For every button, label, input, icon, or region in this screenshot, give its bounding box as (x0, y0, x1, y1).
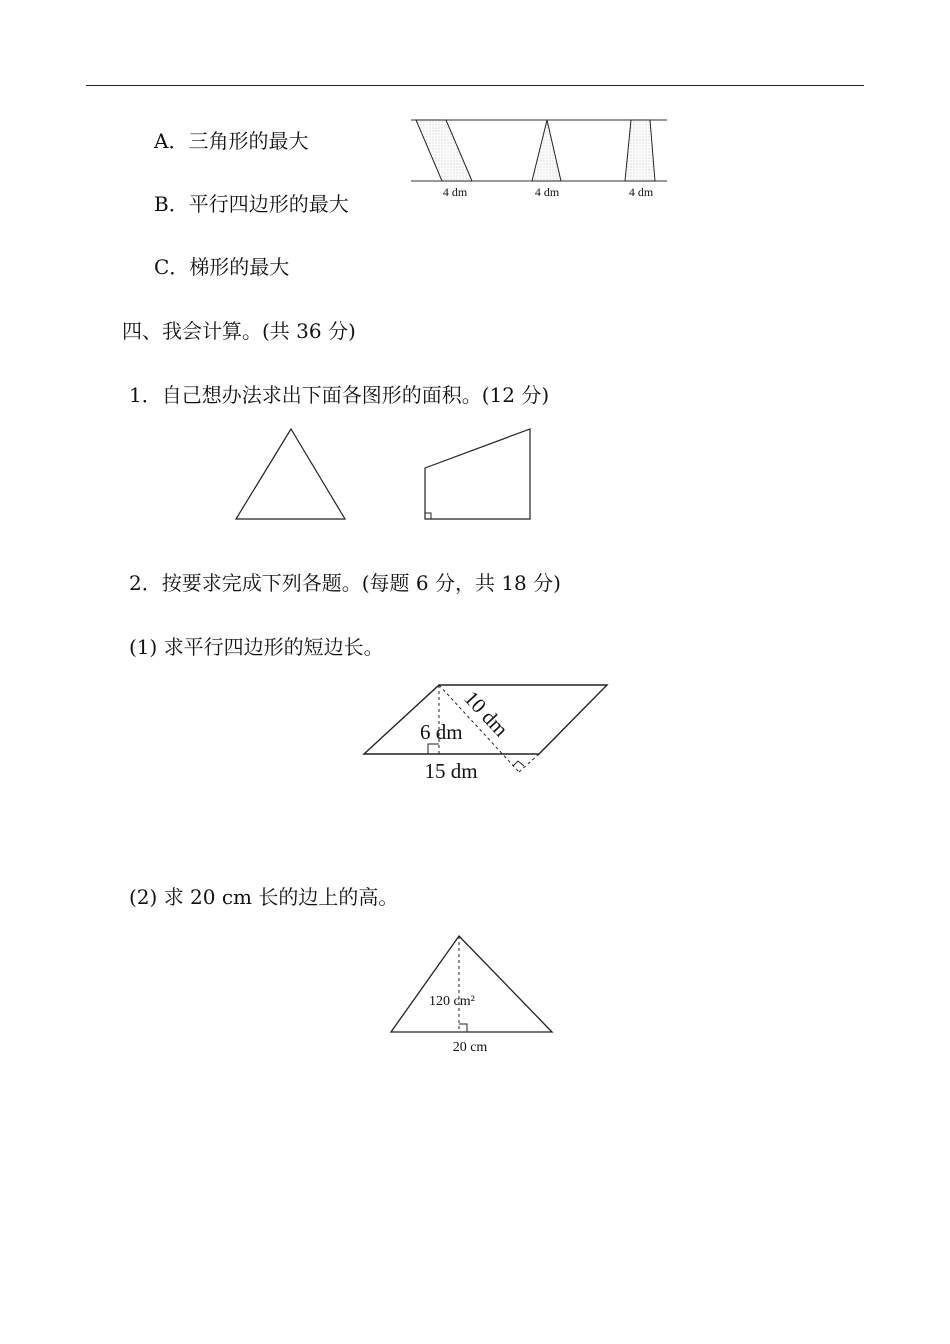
q1-figures (225, 420, 545, 530)
triangle-area-figure (385, 928, 560, 1058)
option-c (154, 257, 289, 277)
trapezoid-base-label: 4 dm (628, 185, 654, 199)
side-extension-dashed-line (519, 754, 539, 772)
triangle-outline (391, 936, 552, 1032)
right-angle-mark (425, 513, 431, 519)
q1-text: 1．自己想办法求出下面各图形的面积。(12 分) (129, 383, 550, 407)
top-rule (86, 85, 864, 86)
q2-sub1-text: (1) 求平行四边形的短边长。 (129, 635, 384, 659)
option-b-letter: B． (154, 192, 189, 216)
base-length-label: 15 dm (424, 759, 478, 783)
diagonal-length-label: 10 dm (459, 686, 514, 742)
height-label: 6 dm (420, 720, 463, 744)
triangle-right-angle-mark (459, 1024, 467, 1032)
option-a (154, 131, 308, 151)
option-a-text: 三角形的最大 (188, 129, 309, 153)
height-right-angle-mark (428, 744, 439, 754)
triangle-base-label: 4 dm (534, 185, 560, 199)
trapezoid-shape (625, 120, 655, 181)
option-a-letter: A． (154, 129, 189, 153)
triangle-shape (532, 120, 561, 181)
parallelogram-figure (355, 675, 620, 790)
q2-text: 2．按要求完成下列各题。(每题 6 分，共 18 分) (129, 571, 561, 595)
section4-title: 四、我会计算。(共 36 分) (122, 319, 356, 343)
q2-sub2-text: (2) 求 20 cm 长的边上的高。 (129, 885, 399, 909)
parallelogram-base-label: 4 dm (442, 185, 468, 199)
parallelogram-shape (416, 120, 472, 181)
option-c-text: 梯形的最大 (189, 255, 290, 279)
option-b (154, 194, 349, 214)
perpendicular-right-angle-mark (513, 761, 524, 766)
right-trapezoid-shape (425, 429, 530, 519)
equilateral-triangle-shape (236, 429, 345, 519)
option-b-text: 平行四边形的最大 (188, 192, 349, 216)
triangle-base-label: 20 cm (452, 1040, 488, 1055)
option-c-letter: C． (154, 255, 190, 279)
shapes-between-parallels-figure (405, 112, 675, 202)
triangle-area-label: 120 cm² (429, 994, 475, 1009)
